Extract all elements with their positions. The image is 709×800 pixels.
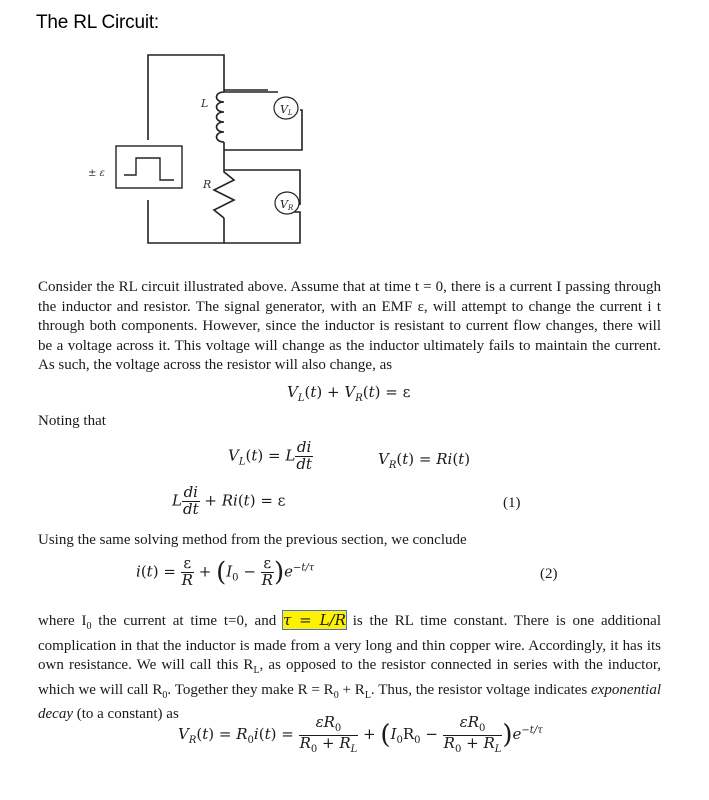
paragraph-time-constant: where $I_0$ the current at time t=0, and τ = L/R is the RL time constant. There is one additional complication in that the inductor is made from a very long and thin copper wire. Accordingly, it has its own resistance. We will call this $R_L$, as opposed to the resistor connected in series with the inductor, which we will call $R_0$. Together they make $R = R_0 + R_L$. Thus, the resistor voltage indicates exponential decay (to a constant) as bbox=[38, 611, 661, 723]
equation-kvl: $V_L(t) + V_R(t) = \varepsilon$ bbox=[287, 383, 411, 404]
equation-ode: L $\frac{di}{dt}$ + Ri(t) = ε bbox=[172, 483, 286, 518]
voltmeter-l-label: V bbox=[280, 103, 288, 116]
wire-left-bottom bbox=[148, 200, 224, 243]
wire-left-top bbox=[148, 55, 224, 140]
equation-vl: $V_L(t) = L$ $\frac{di}{dt}$ bbox=[228, 438, 312, 473]
resistor-zigzag bbox=[214, 165, 234, 218]
page-title: The RL Circuit: bbox=[36, 12, 159, 33]
svg-text:VR: VR bbox=[280, 198, 294, 212]
equation-vr: $V_R(t) = Ri(t)$ bbox=[378, 450, 471, 471]
time-constant-highlight: τ = L/R bbox=[283, 611, 346, 629]
svg-text:VL: VL bbox=[280, 103, 293, 117]
voltmeter-r-label: V bbox=[280, 198, 288, 211]
rl-circuit-diagram bbox=[0, 0, 709, 280]
square-wave-icon bbox=[124, 158, 174, 180]
inductor-coil bbox=[217, 92, 225, 142]
equation-number-1: (1) bbox=[503, 495, 521, 511]
equation-number-2: (2) bbox=[540, 566, 558, 582]
paragraph-intro: Consider the RL circuit illustrated above. Assume that at time t = 0, there is a current I passing through the inductor and resistor. The signal generator, with an EMF ε, will attempt to change the current i t through both components. However, since the inductor is resistant to current flow changes, there will be a voltage across it. This voltage will change as the inductor ultimately fails to maintain the current. As such, the voltage across the resistor will also change, as bbox=[38, 279, 661, 374]
equation-vr-full: $V_R(t) = R_0i(t)$ = $\frac{\varepsilon R_0}{R_0 + R_L}$ + ($I_0R_0$ − $\frac{\varepsilon R_0}{R_0 + R_L}$ )$e^{-t/\tau}$ bbox=[178, 713, 543, 755]
paragraph-using: Using the same solving method from the previous section, we conclude bbox=[38, 532, 467, 548]
source-label: ± ε bbox=[88, 168, 105, 179]
inductor-label: L bbox=[201, 97, 209, 110]
noting-that: Noting that bbox=[38, 413, 106, 429]
equation-solution: i(t) = $\frac{\varepsilon}{R}$ + ($I_0$ − $\frac{\varepsilon}{R}$ )$e^{-t/\tau}$ bbox=[136, 554, 315, 589]
signal-generator bbox=[116, 146, 182, 188]
resistor-label: R bbox=[203, 178, 212, 191]
